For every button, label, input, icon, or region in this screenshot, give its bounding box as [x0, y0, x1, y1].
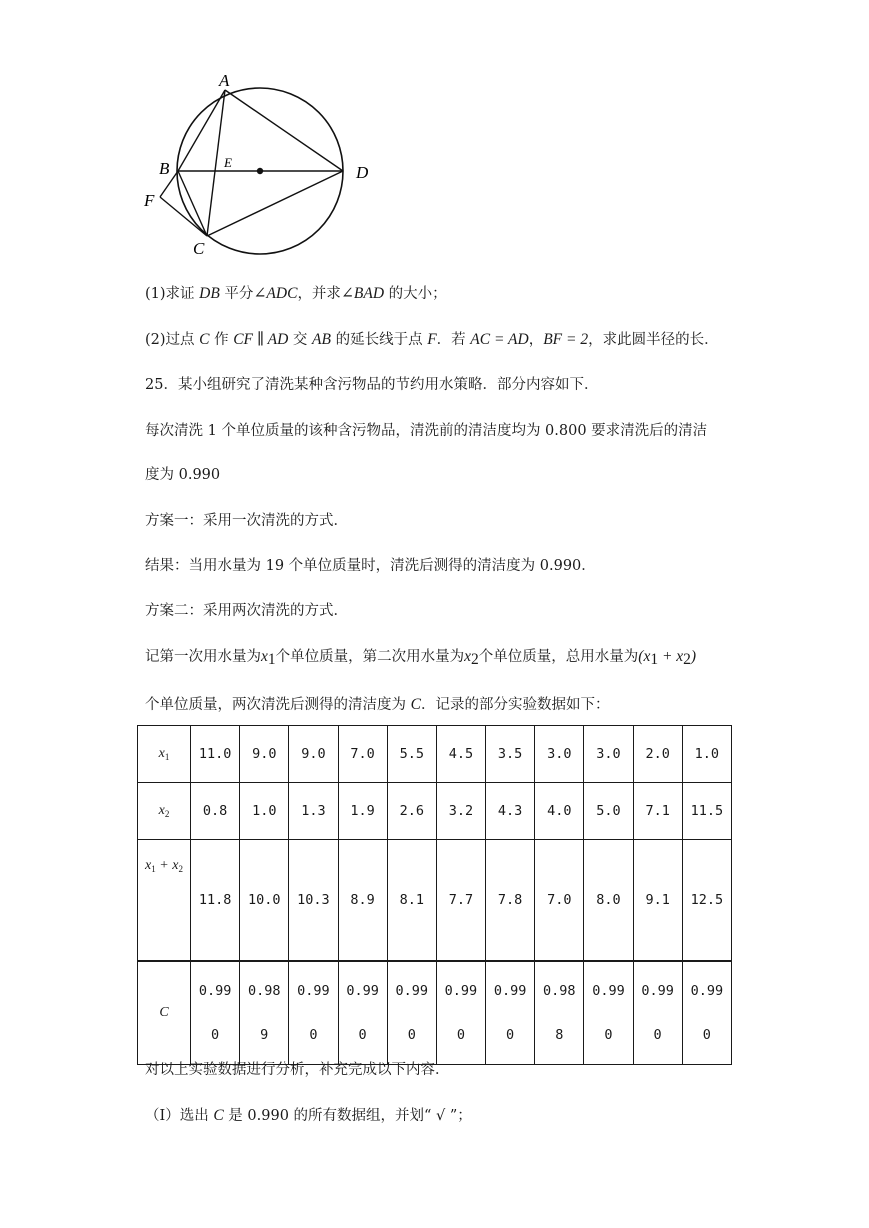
label-d: D [356, 163, 369, 182]
table-cell: 3.0 [584, 726, 633, 783]
row-header-x2: $x_2$ [138, 783, 191, 840]
table-row-c [138, 961, 732, 1065]
table-cell: 11.0 [191, 726, 240, 783]
segment-ad [225, 90, 343, 171]
table-cell: 10.0 [240, 840, 289, 962]
table-cell: 8.1 [387, 840, 436, 962]
table-cell: 0.8 [191, 783, 240, 840]
table-cell: 3.2 [436, 783, 485, 840]
table-cell: 7.0 [338, 726, 387, 783]
table-cell: 9.0 [289, 726, 338, 783]
q25-plan1: 方案一：采用一次清洗的方式． [145, 513, 348, 529]
label-f: F [144, 191, 155, 210]
q25-plan2: 方案二：采用两次清洗的方式． [145, 603, 348, 619]
table-cell: 3.0 [535, 726, 584, 783]
analysis-instruction: 对以上实验数据进行分析，补充完成以下内容． [145, 1062, 450, 1078]
table-cell-wrapped: 0.990 [682, 961, 731, 1065]
segment-ac [207, 90, 225, 236]
table-cell: 11.5 [682, 783, 731, 840]
table-cell: 7.8 [486, 840, 535, 962]
table-cell: 9.1 [633, 840, 682, 962]
table-cell-wrapped: 0.989 [240, 961, 289, 1065]
table-cell-wrapped: 0.990 [436, 961, 485, 1065]
q25-record-line1: 记第一次用水量为$x_1$个单位质量，第二次用水量为$x_2$个单位质量，总用水量为$(x_1 + x_2)$ [145, 648, 697, 668]
label-a: A [219, 71, 230, 90]
table-cell: 7.7 [436, 840, 485, 962]
table-cell: 1.3 [289, 783, 338, 840]
table-cell: 7.0 [535, 840, 584, 962]
table-cell: 5.0 [584, 783, 633, 840]
geometry-figure [140, 70, 380, 270]
table-cell-wrapped: 0.990 [584, 961, 633, 1065]
q25-title: 25．某小组研究了清洗某种含污物品的节约用水策略．部分内容如下． [145, 377, 599, 393]
table-cell: 1.9 [338, 783, 387, 840]
table-cell: 1.0 [682, 726, 731, 783]
table-cell: 11.8 [191, 840, 240, 962]
center-point [257, 168, 263, 174]
table-cell-wrapped: 0.990 [387, 961, 436, 1065]
table-cell-wrapped: 0.990 [633, 961, 682, 1065]
q25-line1: 每次清洗 1 个单位质量的该种含污物品，清洗前的清洁度均为 0.800 要求清洗后的清洁 [145, 423, 708, 439]
table-row-x2 [138, 783, 732, 840]
q24-part1: (1)求证 DB 平分∠ADC，并求∠BAD 的大小； [145, 285, 447, 302]
table-cell: 4.0 [535, 783, 584, 840]
row-header-x1: $x_1$ [138, 726, 191, 783]
table-cell: 4.3 [486, 783, 535, 840]
table-cell: 4.5 [436, 726, 485, 783]
table-row-sum [138, 840, 732, 962]
table-cell: 8.9 [338, 840, 387, 962]
table-cell: 5.5 [387, 726, 436, 783]
table-cell: 12.5 [682, 840, 731, 962]
table-cell: 10.3 [289, 840, 338, 962]
q25-record-line2: 个单位质量，两次清洗后测得的清洁度为 C．记录的部分实验数据如下： [145, 696, 610, 713]
q25-line2: 度为 0.990 [145, 467, 221, 483]
table-cell-wrapped: 0.990 [289, 961, 338, 1065]
segment-ba [178, 90, 225, 171]
q24-part2: (2)过点 C 作 CF ∥ AD 交 AB 的延长线于点 F．若 AC = AD，BF = 2，求此圆半径的长． [145, 331, 719, 348]
table-cell-wrapped: 0.990 [338, 961, 387, 1065]
table-cell: 9.0 [240, 726, 289, 783]
table-cell: 3.5 [486, 726, 535, 783]
label-c: C [193, 239, 205, 258]
label-b: B [159, 159, 170, 178]
label-e: E [224, 155, 232, 170]
row-header-sum: $x_1 + x_2$ [138, 840, 191, 962]
table-row-x1 [138, 726, 732, 783]
circle-diagram [140, 70, 380, 270]
table-cell: 2.0 [633, 726, 682, 783]
q25-result: 结果：当用水量为 19 个单位质量时，清洗后测得的清洁度为 0.990． [145, 558, 596, 574]
row-header-c: C [138, 961, 191, 1065]
experiment-data-table [137, 725, 732, 1065]
table-cell-wrapped: 0.990 [191, 961, 240, 1065]
segment-bc [178, 171, 207, 236]
table-cell-wrapped: 0.988 [535, 961, 584, 1065]
table-cell: 2.6 [387, 783, 436, 840]
table-cell: 7.1 [633, 783, 682, 840]
subquestion-1: （Ⅰ）选出 C 是 0.990 的所有数据组，并划“ √ ”； [145, 1107, 472, 1124]
table-cell: 1.0 [240, 783, 289, 840]
table-cell-wrapped: 0.990 [486, 961, 535, 1065]
table-cell: 8.0 [584, 840, 633, 962]
